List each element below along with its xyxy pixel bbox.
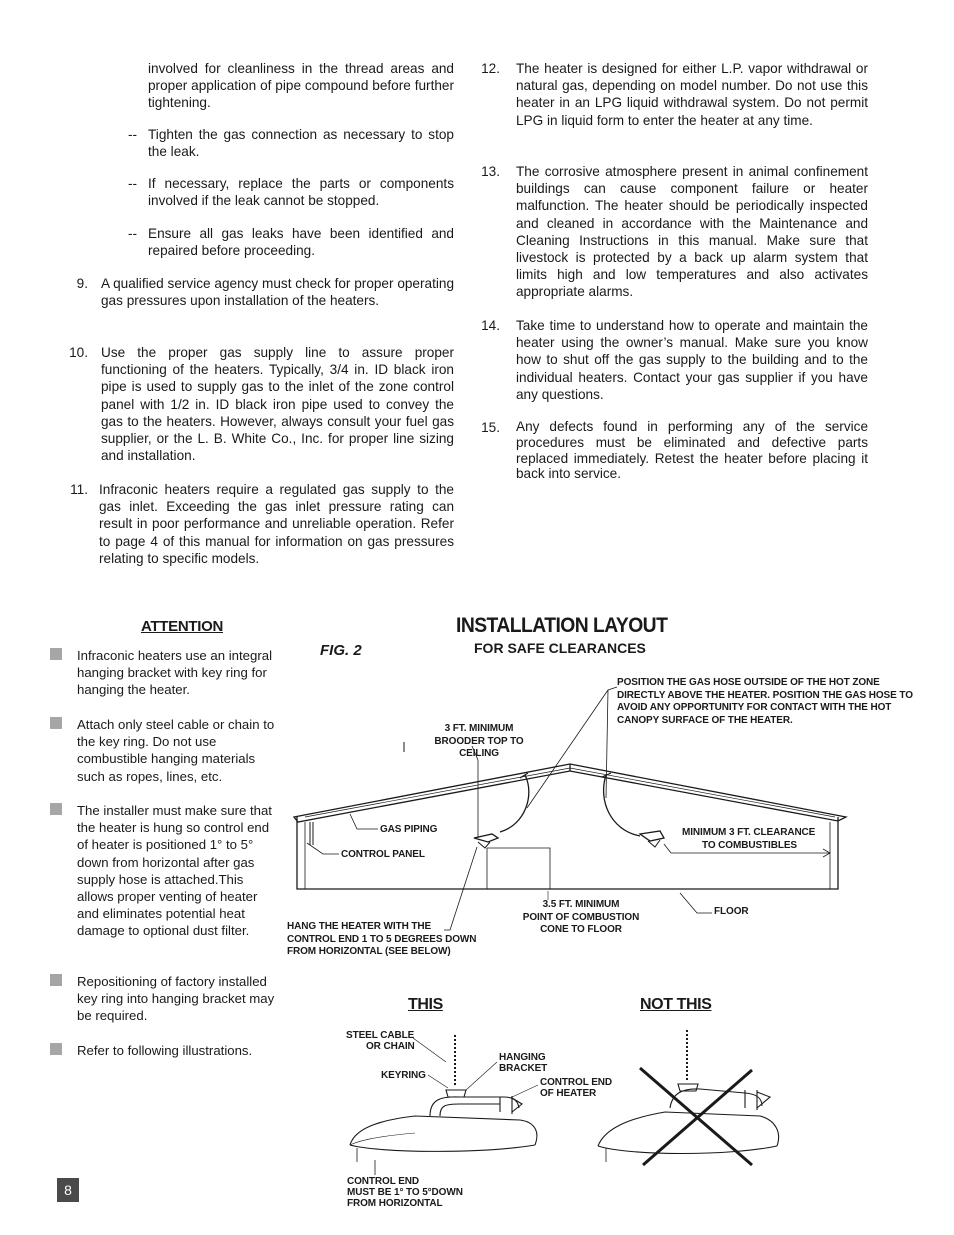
combustion-label-line: 3.5 FT. MINIMUM [542,899,620,910]
steel-cable-label-line: OR CHAIN [366,1041,415,1052]
item-number: 14. [481,318,500,333]
combustion-label [520,899,642,937]
gas-hose-note-line: POSITION THE GAS HOSE OUTSIDE OF THE HOT ZONE [617,677,880,688]
continued-paragraph: involved for cleanliness in the thread areas and proper application of pipe compound before further tightening. [148,61,454,111]
attention-bullet: The installer must make sure that the heater is hung so control end of heater is positioned 1° to 5° down from horizontal after gas supply hose is attached.This allows proper venting of heater and eliminates potential heat damage to optional dust filter. [77,803,272,939]
brooder-clearance-label [414,723,544,761]
item-number: 10. [69,345,88,360]
clearance-label-line: TO COMBUSTIBLES [702,839,797,851]
list-item: Any defects found in performing any of the service procedures must be eliminated and defective parts replaced immediately. Retest the heater before placing it back into service. [516,419,868,482]
hanging-bracket-label [499,1052,547,1074]
gas-piping-label: GAS PIPING [380,824,438,835]
steel-cable-label [346,1030,415,1052]
dash-item: If necessary, replace the parts or components involved if the leak cannot be stopped. [148,176,454,209]
hang-label-line: HANG THE HEATER WITH THE [287,921,432,932]
installation-title: INSTALLATION LAYOUT [456,614,668,637]
dash-item: Tighten the gas connection as necessary to stop the leak. [148,127,454,160]
page-number: 8 [57,1178,79,1202]
item-number: 15. [481,420,500,435]
dash-marker: -- [128,176,138,191]
attention-bullet: Infraconic heaters use an integral hanging bracket with key ring for hanging the heater. [77,648,272,698]
control-end-down-label-line: FROM HORIZONTAL [347,1198,443,1209]
hanging-bracket-label-line: BRACKET [499,1063,548,1074]
list-item: The heater is designed for either L.P. vapor withdrawal or natural gas, depending on model number. Do not use this heater in an LPG liquid withdrawal system. Do not permit LPG in liquid form to enter the heater at any time. [516,61,868,128]
item-number: 9. [76,276,88,291]
installation-subtitle: FOR SAFE CLEARANCES [474,640,646,656]
control-end-label [540,1077,612,1099]
control-end-down-label [347,1176,463,1209]
combustion-label-line: CONE TO FLOOR [540,924,622,935]
gas-hose-note [617,677,913,727]
keyring-label: KEYRING [381,1070,426,1081]
gas-hose-note-line: AVOID ANY OPPORTUNITY FOR CONTACT WITH THE HOT [617,702,892,713]
brooder-label-line: 3 FT. MINIMUM [444,723,514,734]
hang-label-line: CONTROL END 1 TO 5 DEGREES DOWN [287,933,477,945]
item-number: 11. [70,482,88,497]
list-item: The corrosive atmosphere present in animal confinement buildings can cause component failure or heater malfunction. The heater should be periodically inspected and cleaned in accordance with the Maintenance and Cleaning Instructions in this manual. Make sure that livestock is protected by a back up alarm system that limits high and low temperatures and also activates appropriate alarms. [516,164,868,300]
attention-bullet: Attach only steel cable or chain to the key ring. Do not use combustible hanging materials such as ropes, lines, etc. [77,717,275,784]
gas-hose-note-line: DIRECTLY ABOVE THE HEATER. POSITION THE GAS HOSE TO [617,689,913,701]
control-end-label-line: CONTROL END [540,1077,613,1088]
item-number: 13. [481,164,500,179]
list-item: Use the proper gas supply line to assure proper functioning of the heaters. Typically, 3/4 in. ID black iron pipe is used to supply gas to the inlet of the zone control panel with 1/2 in. ID black iron pipe used to convey the gas to the heaters. However, always consult your fuel gas supplier, or the L. B. White Co., Inc. for proper line sizing and installation. [101,345,454,464]
hang-instruction-label [287,921,476,959]
gas-hose-note-line: CANOPY SURFACE OF THE HEATER. [617,714,793,726]
list-item: Infraconic heaters require a regulated gas supply to the gas inlet. Exceeding the gas inlet pressure rating can result in poor performance and unreliable operation. Refer to page 4 of this manual for information on gas pressures relating to specific models. [99,482,454,566]
steel-cable-label-line: STEEL CABLE [346,1030,415,1041]
figure-label: FIG. 2 [320,642,362,659]
list-item: A qualified service agency must check for proper operating gas pressures upon installation of the heaters. [101,276,454,309]
control-end-down-label-line: CONTROL END [347,1176,420,1187]
dash-marker: -- [128,127,138,142]
combustion-label-line: POINT OF COMBUSTION [522,911,640,923]
dash-marker: -- [128,226,138,241]
hanging-bracket-label-line: HANGING [499,1052,546,1063]
attention-bullet: Refer to following illustrations. [77,1043,253,1058]
control-end-label-line: OF HEATER [540,1088,597,1099]
attention-bullet: Repositioning of factory installed key ring into hanging bracket may be required. [77,974,275,1024]
brooder-label-line: BROODER TOP TO CEILING [434,735,524,759]
attention-title: ATTENTION [141,618,224,635]
clearance-label [682,827,815,852]
floor-label: FLOOR [714,906,749,917]
list-item: Take time to understand how to operate and maintain the heater using the owner’s manual. Make sure you know how to shut off the gas supply to the building and to the individual heaters. Contact your gas supplier if you have any questions. [516,318,868,402]
item-number: 12. [481,61,500,76]
hang-label-line: FROM HORIZONTAL (SEE BELOW) [287,946,451,957]
this-label: THIS [408,996,443,1013]
dash-item: Ensure all gas leaks have been identified and repaired before proceeding. [148,226,454,259]
control-panel-label: CONTROL PANEL [341,849,425,860]
control-end-down-label-line: MUST BE 1° TO 5°DOWN [347,1187,463,1198]
not-this-label: NOT THIS [640,996,712,1013]
clearance-label-line: MINIMUM 3 FT. CLEARANCE [682,827,816,838]
